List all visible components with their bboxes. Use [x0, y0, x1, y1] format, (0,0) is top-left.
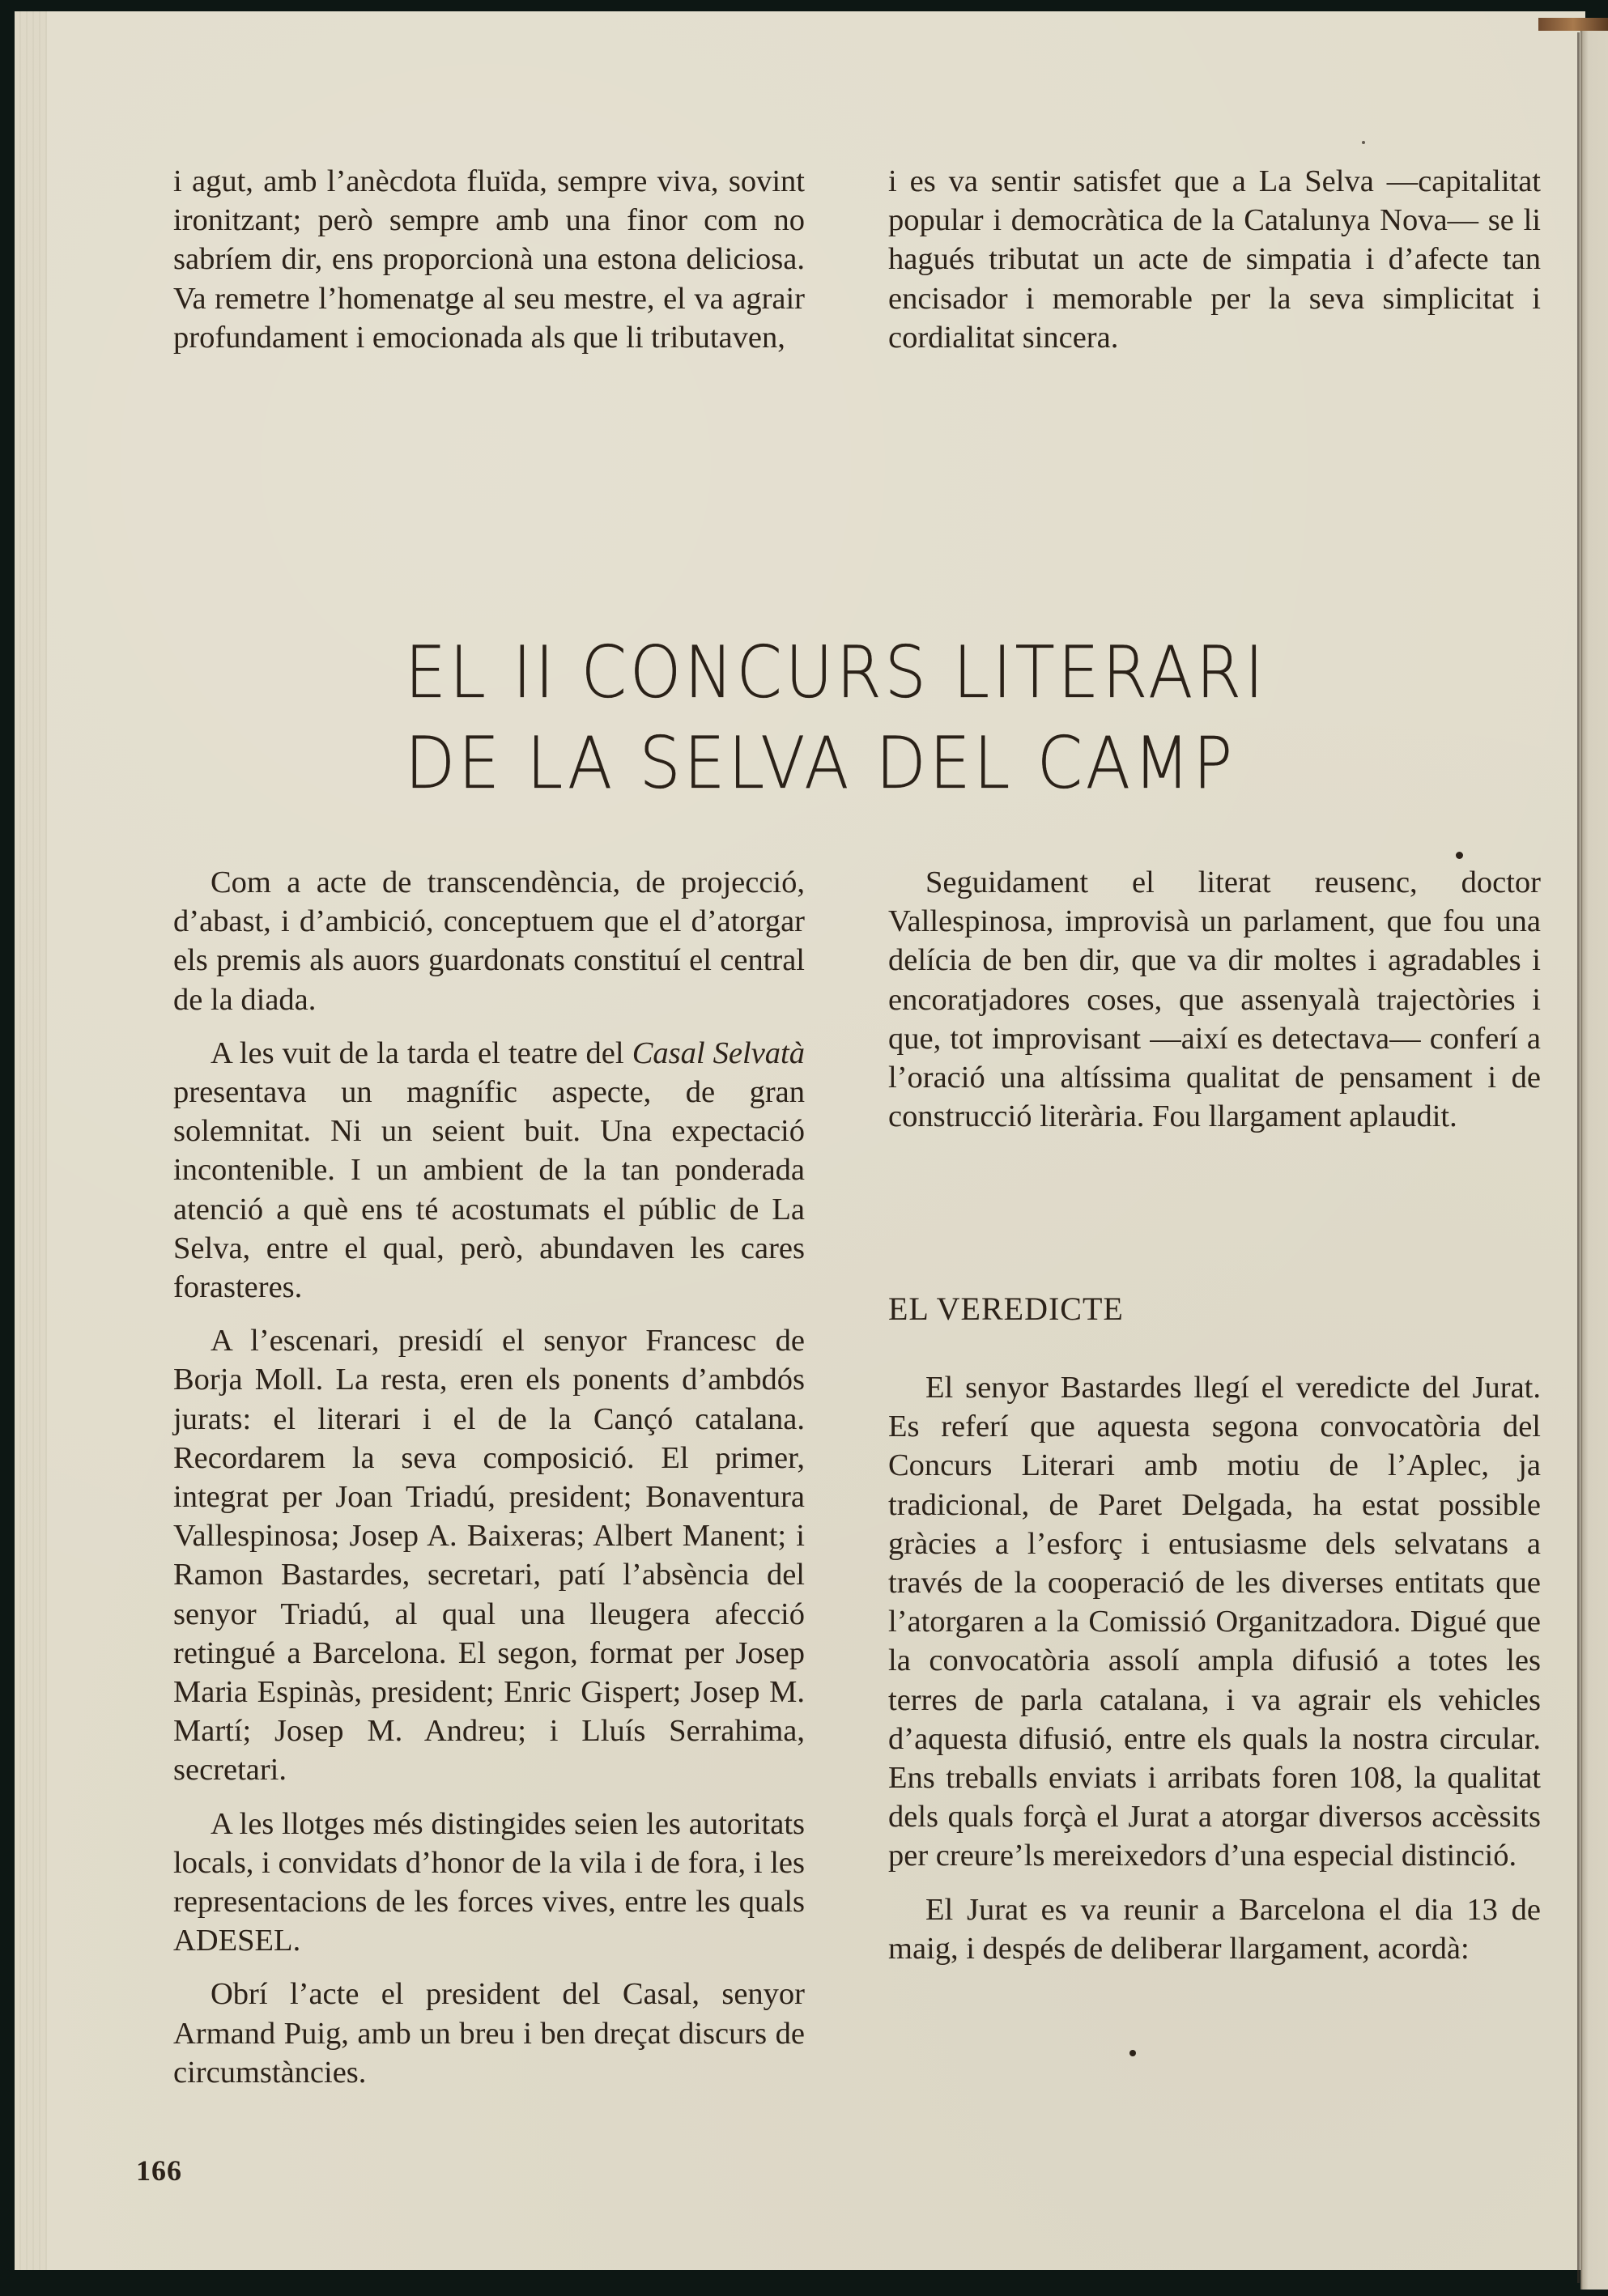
article-left-column: [173, 863, 805, 2092]
article-right-column: [888, 863, 1541, 1136]
paragraph-vallespinosa: Seguidament el literat reusenc, doctor Vallespinosa, improvisà un parlament, que fou una delícia de ben dir, que va dir moltes i agradables i encoratjadores coses, que assenyalà trajectòries i que, tot improvisant —així es detectava— conferí a l’oració una altíssima qualitat de pensament i de construcció literària. Fou llargament aplaudit.: [888, 865, 1541, 1134]
paragraph-verdict: El senyor Bastardes llegí el veredicte del Jurat. Es referí que aquesta segona convocatòria del Concurs Literari amb motiu de l’Aplec, ja tradicional, de Paret Delgada, ha estat possible gràcies a l’esforç i entusiasme dels selvatans a través de la cooperació de les diverses entitats que l’atorgaren a la Comissió Organitzadora. Digué que la convocatòria assolí ampla difusió a totes les terres de parla catalana, i va agrair els vehicles d’aquesta difusió, entre els quals la nostra circular. Ens treballs enviats i arribats foren 108, la qualitat dels quals forçà el Jurat a atorgar diversos accèssits per creure’ls mereixedors d’una especial distinció.: [888, 1371, 1541, 1873]
verdict-body-column: [888, 1368, 1541, 1968]
ink-speck: [1456, 852, 1463, 859]
page-number: 166: [136, 2154, 182, 2187]
article-title-line-1: EL II CONCURS LITERARI: [405, 631, 1267, 714]
paragraph-juries: A l’escenari, presidí el senyor Francesc de Borja Moll. La resta, eren els ponents d’ambdós jurats: el literari i el de la Cançó catalana. Recordarem la seva composició. El primer, integrat per Joan Triadú, president; Bonaventura Vallespinosa; Josep A. Baixeras; Albert Manent; i Ramon Bastardes, secretari, patí l’absència del senyor Triadú, al qual una lleugera afecció retingué a Barcelona. El segon, format per Josep Maria Espinàs, president; Enric Gispert; Josep M. Martí; Josep M. Andreu; i Lluís Serrahima, secretari.: [173, 1324, 805, 1788]
paragraph-intro: Com a acte de transcendència, de projecció, d’abast, i d’ambició, conceptuem que el d’atorgar els premis als auors guardonats constituí el central de la diada.: [173, 865, 805, 1017]
article-title-line-2: DE LA SELVA DEL CAMP: [405, 721, 1236, 805]
paragraph-casal-text-end: presentava un magnífic aspecte, de gran solemnitat. Ni un seient buit. Una expectació incontenible. I un ambient de la tan ponderada atenció a què ens té acostumats el públic de La Selva, entre el qual, però, abundaven les cares forasteres.: [173, 1075, 805, 1305]
page-stack-edge: [15, 11, 47, 2270]
continuation-right-column: [888, 162, 1541, 357]
paragraph-jury-meeting: El Jurat es va reunir a Barcelona el dia 13 de maig, i despés de deliberar llargament, acordà:: [888, 1892, 1541, 1966]
article-title: [405, 627, 1295, 809]
continuation-left-paragraph: i agut, amb l’anècdota fluïda, sempre viva, sovint ironitzant; però sempre amb una finor com no sabríem dir, ens proporcionà una estona deliciosa. Va remetre l’homenatge al seu mestre, el va agrair profundament i emocionada als que li tributaven,: [173, 164, 805, 355]
continuation-right-paragraph: i es va sentir satisfet que a La Selva —capitalitat popular i democràtica de la Catalunya Nova— se li hagués tributat un acte de simpatia i d’afecte tan encisador i memorable per la seva simplicitat i cordialitat sincera.: [888, 164, 1541, 355]
paragraph-casal: [173, 1034, 805, 1307]
casal-selvata-italic: Casal Selvatà: [632, 1035, 805, 1070]
page-gutter-fold: [1577, 32, 1580, 2283]
book-binding-edge: [1538, 18, 1608, 31]
paragraph-casal-text-start: A les vuit de la tarda el teatre del: [211, 1035, 632, 1070]
paragraph-opening: Obrí l’acte el president del Casal, senyor Armand Puig, amb un breu i ben dreçat discurs de circumstàncies.: [173, 1977, 805, 2090]
ink-speck: [1129, 2050, 1136, 2056]
section-heading-text: EL VEREDICTE: [888, 1290, 1124, 1327]
facing-page-strip: [1580, 31, 1608, 2290]
ink-speck: [1362, 141, 1365, 144]
paragraph-llotges: A les llotges més distingides seien les autoritats locals, i convidats d’honor de la vila i de fora, i les representacions de les forces vives, entre les quals ADESEL.: [173, 1806, 805, 1958]
continuation-left-column: [173, 162, 805, 357]
section-heading-veredicte: [888, 1289, 1541, 1329]
